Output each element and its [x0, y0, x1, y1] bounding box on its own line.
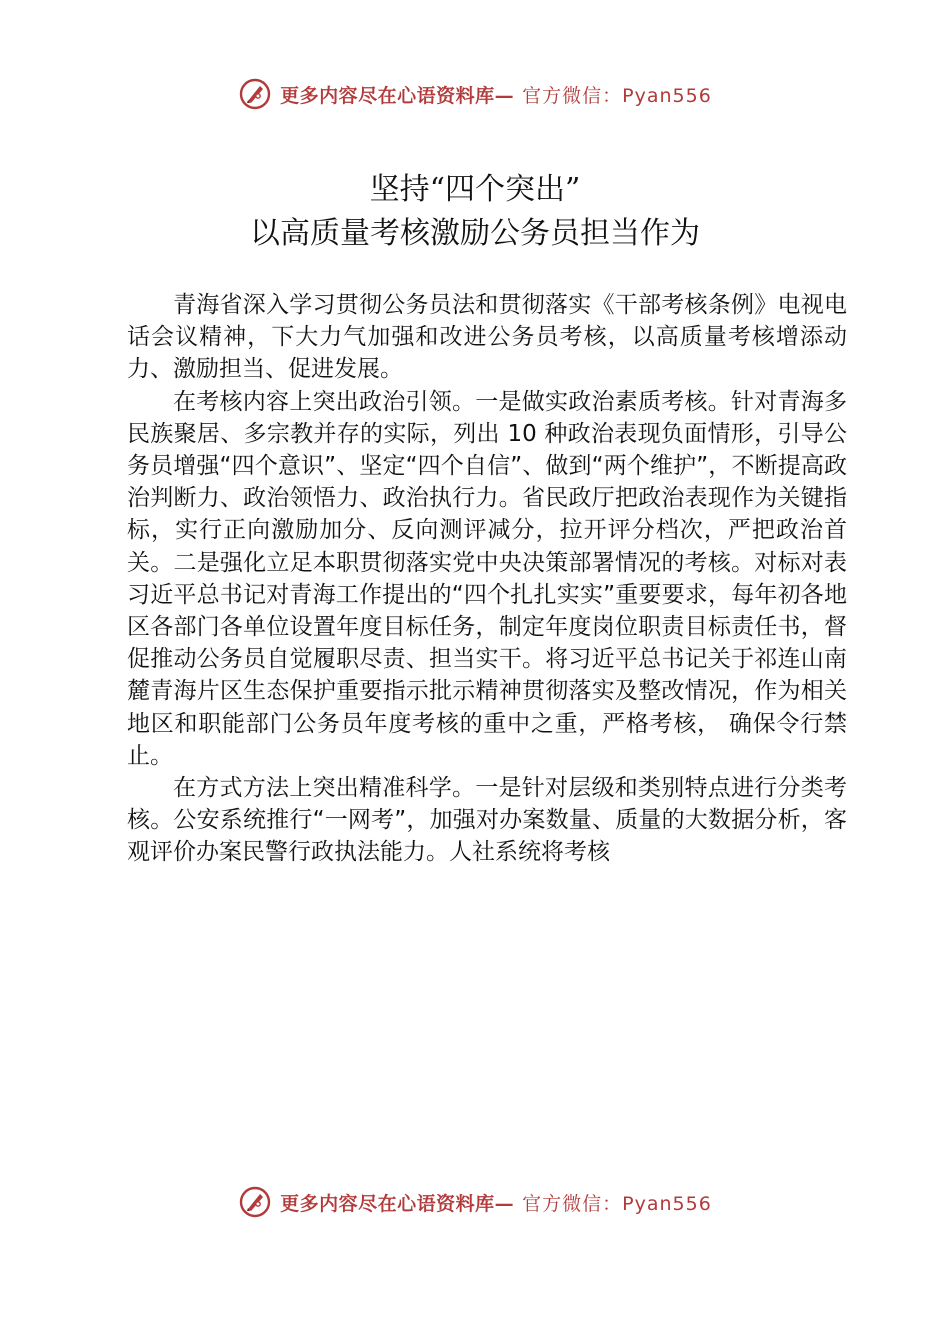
wechat-contact: 官方微信：Pyan556: [522, 84, 712, 107]
document-title: [0, 168, 950, 256]
brand-separator: —: [494, 84, 515, 107]
brand-name: [280, 81, 514, 108]
document-body: [127, 289, 847, 869]
footer-brand-name: [280, 1189, 514, 1216]
title-line-2: 以高质量考核激励公务员担当作为: [250, 216, 700, 251]
brand-name-text: 更多内容尽在心语资料库: [280, 84, 495, 107]
footer-watermark: [0, 1180, 950, 1224]
footer-wechat-contact: 官方微信：Pyan556: [522, 1192, 712, 1215]
paragraph-political: 在考核内容上突出政治引领。一是做实政治素质考核。针对青海多民族聚居、多宗教并存的实际，列出 10 种政治表现负面情形，引导公务员增强“四个意识”、坚定“四个自信”、做到“两个维护”，不断提高政治判断力、政治领悟力、政治执行力。省民政厅把政治表现作为关键指标，实行正向激励加分、反向测评减分，拉开评分档次，严把政治首关。二是强化立足本职贯彻落实党中央决策部署情况的考核。对标对表习近平总书记对青海工作提出的“四个扎扎实实”重要要求，每年初各地区各部门各单位设置年度目标任务，制定年度岗位职责目标责任书，督促推动公务员自觉履职尽责、担当实干。将习近平总书记关于祁连山南麓青海片区生态保护重要指示批示精神贯彻落实及整改情况，作为相关地区和职能部门公务员年度考核的重中之重，严格考核， 确保令行禁止。: [127, 388, 847, 769]
pen-seal-logo-icon: [238, 1185, 272, 1219]
paragraph-intro: 青海省深入学习贯彻公务员法和贯彻落实《干部考核条例》电视电话会议精神，下大力气加强和改进公务员考核，以高质量考核增添动力、激励担当、促进发展。: [127, 292, 847, 383]
title-line-1: 坚持“四个突出”: [369, 172, 581, 207]
header-watermark: [0, 72, 950, 116]
footer-brand-name-text: 更多内容尽在心语资料库: [280, 1192, 495, 1215]
paragraph-methods: 在方式方法上突出精准科学。一是针对层级和类别特点进行分类考核。公安系统推行“一网考”，加强对办案数量、质量的大数据分析，客观评价办案民警行政执法能力。人社系统将考核: [127, 775, 847, 866]
pen-seal-logo-icon: [238, 77, 272, 111]
footer-brand-separator: —: [494, 1192, 515, 1215]
